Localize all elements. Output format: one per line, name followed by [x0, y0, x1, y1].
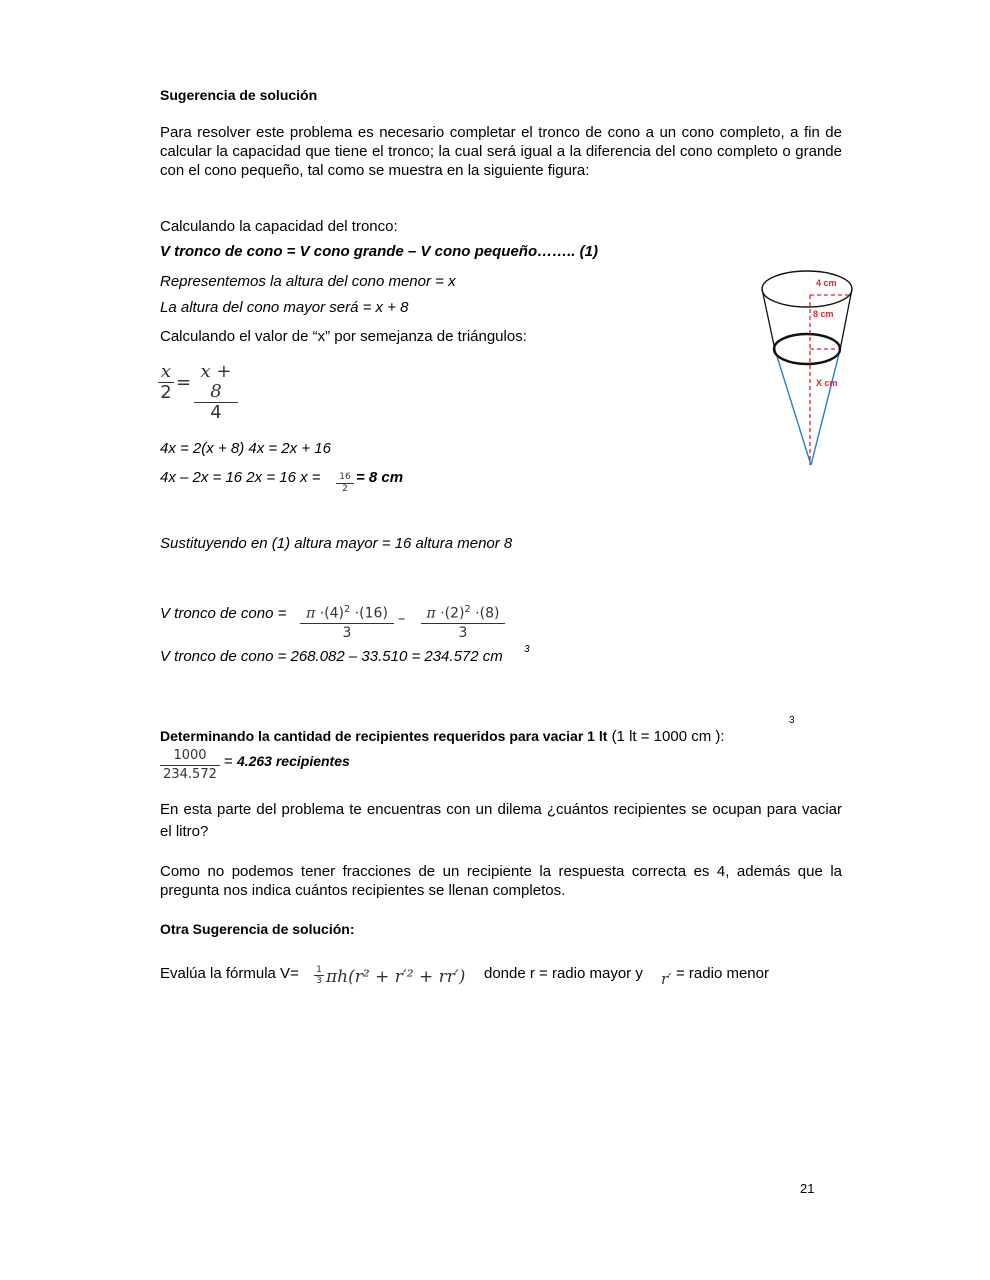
equation-step-1: 4x = 2(x + 8) 4x = 2x + 16 — [160, 440, 331, 457]
label-4cm: 4 cm — [816, 278, 837, 288]
frustum-top-ellipse — [762, 271, 852, 307]
page-number: 21 — [800, 1181, 815, 1196]
dilemma-paragraph: En esta parte del problema te encuentras con un dilema ¿cuántos recipientes se ocupan para vaciar el litro? — [160, 801, 842, 840]
containers-fraction-num: 1000 — [173, 748, 207, 763]
mult-dot: · — [440, 605, 445, 622]
height-large: (16) — [359, 605, 388, 622]
radius-exponent: 2 — [344, 604, 351, 615]
ratio-left-fraction — [158, 362, 174, 403]
containers-heading-bold: Determinando la cantidad de recipientes requeridos para vaciar 1 lt — [160, 728, 608, 744]
formula-frac-num: 1 — [316, 965, 322, 975]
volume-fraction-small-den: 3 — [458, 624, 468, 641]
radius-small: (2) — [444, 605, 465, 622]
step2-fraction — [336, 472, 354, 495]
volume-fraction-large-den: 3 — [342, 624, 352, 641]
mult-dot: · — [354, 605, 360, 622]
r-prime-symbol: r′ — [661, 970, 672, 988]
label-xcm: X cm — [816, 378, 838, 388]
volume-result-exponent: 3 — [524, 644, 530, 655]
frustum-volume-formula: πh(r² + r′² + rr′) — [326, 967, 466, 987]
other-solution-heading: Otra Sugerencia de solución: — [160, 921, 355, 937]
ratio-left-den: 2 — [160, 382, 172, 403]
cone-left-edge — [775, 350, 811, 465]
ratio-left-num: x — [160, 361, 172, 382]
intro-paragraph: Para resolver este problema es necesario completar el tronco de cono a un cono completo, a fin de calcular la capacidad que tiene el tronco; la cual será igual a la diferencia del cono completo o grande con el cono pequeño, tal como se muestra en la siguiente figura: — [160, 124, 842, 179]
ratio-right-num: x + 8 — [200, 361, 232, 402]
containers-fraction — [160, 747, 220, 784]
stray-exponent: 3 — [789, 715, 795, 726]
volume-fraction-large — [300, 601, 394, 642]
truncated-cone-figure — [755, 265, 860, 475]
cone-right-edge — [811, 350, 840, 465]
ratio-right-den: 4 — [210, 402, 222, 423]
mult-dot: · — [475, 605, 480, 622]
small-cone-height: Representemos la altura del cono menor = x — [160, 273, 456, 290]
ratio-right-fraction — [194, 362, 238, 423]
similarity-label: Calculando el valor de “x” por semejanza de triángulos: — [160, 328, 527, 345]
pi-symbol: π — [306, 605, 316, 622]
pi-symbol: π — [426, 605, 436, 622]
label-8cm: 8 cm — [813, 309, 834, 319]
volume-label: V tronco de cono = — [160, 605, 287, 622]
volume-difference-formula: V tronco de cono = V cono grande – V cono pequeño…….. (1) — [160, 243, 598, 260]
radius-exponent: 2 — [464, 604, 471, 615]
answer-paragraph: Como no podemos tener fracciones de un recipiente la respuesta correcta es 4, además que la pregunta nos indica cuántos recipientes se llenan completos. — [160, 863, 842, 899]
height-small: (8) — [479, 605, 500, 622]
step2-fraction-num: 16 — [339, 472, 351, 482]
radius-minor-description: = radio menor — [676, 965, 769, 982]
mult-dot: · — [319, 605, 325, 622]
containers-fraction-den: 234.572 — [163, 767, 217, 782]
evaluate-formula-label: Evalúa la fórmula V= — [160, 965, 299, 982]
formula-frac-den: 3 — [316, 976, 322, 986]
step2-fraction-den: 2 — [342, 484, 348, 494]
radius-large: (4) — [324, 605, 345, 622]
equation-step-2: 4x – 2x = 16 2x = 16 x = — [160, 469, 321, 486]
radius-major-description: donde r = radio mayor y — [484, 965, 643, 982]
containers-heading — [160, 727, 725, 746]
containers-result: 4.263 recipientes — [236, 753, 350, 769]
ratio-equals: = — [176, 372, 192, 393]
calc-label: Calculando la capacidad del tronco: — [160, 218, 398, 235]
volume-result: V tronco de cono = 268.082 – 33.510 = 234.572 cm — [160, 648, 503, 665]
step2-result: = 8 cm — [356, 469, 404, 486]
containers-heading-rest: (1 lt = 1000 cm ): — [611, 728, 725, 745]
containers-equals: = — [224, 753, 233, 770]
containers-result-line — [224, 752, 350, 771]
ratio-equation — [158, 361, 248, 423]
formula-one-third — [314, 965, 324, 986]
volume-fraction-small — [421, 601, 505, 642]
large-cone-height: La altura del cono mayor será = x + 8 — [160, 299, 409, 316]
frustum-bottom-ellipse — [774, 334, 840, 364]
minus-sign: – — [398, 609, 406, 627]
substitution-line: Sustituyendo en (1) altura mayor = 16 altura menor 8 — [160, 535, 513, 552]
section-heading: Sugerencia de solución — [160, 87, 318, 103]
